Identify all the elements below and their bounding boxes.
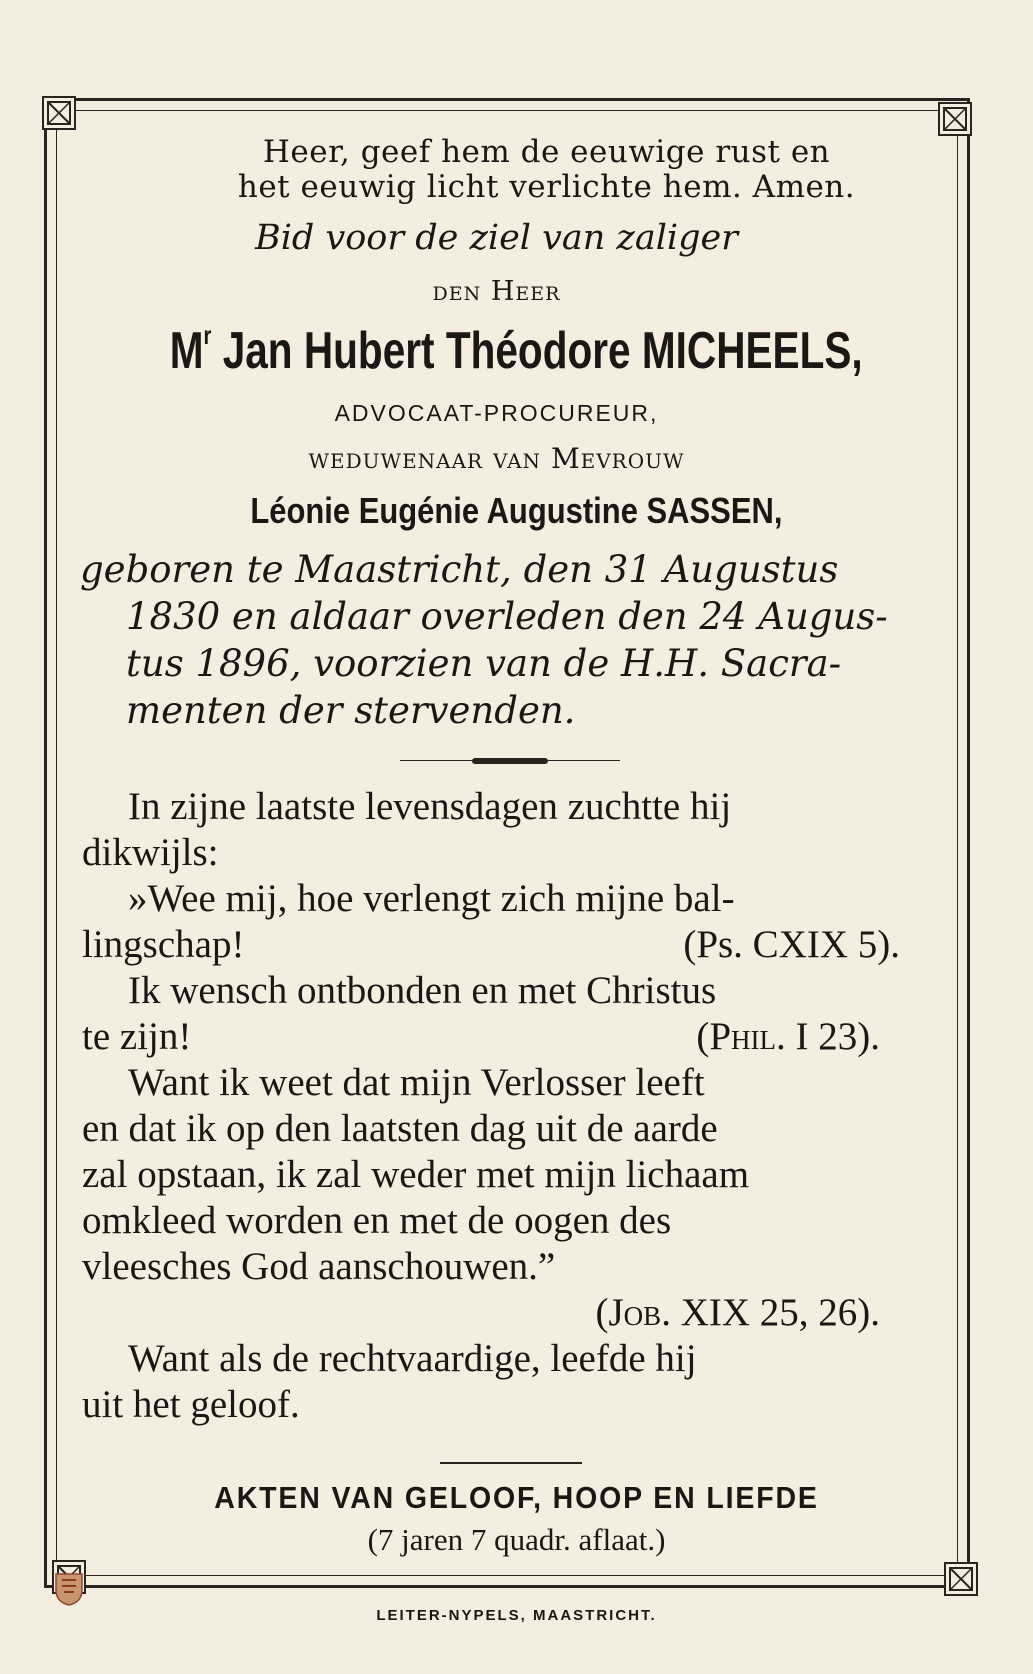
biography-line: tus 1896, voorzien van de H.H. Sacra-: [126, 642, 842, 685]
text-line: »Wee mij, hoe verlengt zich mijne bal-: [128, 877, 735, 920]
scripture-reference: (Ps. CXIX 5).: [683, 923, 900, 966]
honorific: den Heer: [432, 276, 561, 307]
text-line: vleesches God aanschouwen.”: [82, 1245, 556, 1288]
text-fragment: lingschap!: [82, 923, 245, 966]
scripture-reference: (Phil. I 23).: [696, 1015, 880, 1058]
deceased-title-superscript: r: [203, 320, 212, 350]
invocation: Bid voor de ziel van zaliger: [255, 218, 738, 258]
biography-line: 1830 en aldaar overleden den 24 Augus-: [126, 595, 888, 638]
text-line: Want ik weet dat mijn Verlosser leeft: [128, 1061, 705, 1104]
corner-ornament-icon: [42, 96, 76, 130]
printer-imprint: LEITER-NYPELS, MAASTRICHT.: [376, 1607, 657, 1624]
text-line: dikwijls:: [82, 831, 219, 874]
spouse-name-line: [0, 490, 1033, 534]
corner-ornament-icon: [938, 102, 972, 136]
acts-line: [0, 1480, 1033, 1520]
text-line: [82, 1014, 930, 1060]
deceased-title: $M^r$: [170, 320, 212, 380]
text-line: In zijne laatste levensdagen zuchtte hij: [128, 785, 732, 828]
acts-heading: AKTEN VAN GELOOF, HOOP EN LIEFDE: [214, 1480, 819, 1515]
text-line: zal opstaan, ik zal weder met mijn lichaam: [82, 1153, 750, 1196]
indulgence: (7 jaren 7 quadr. aflaat.): [367, 1522, 666, 1557]
text-line: uit het geloof.: [82, 1383, 300, 1426]
deceased-name-line: [0, 320, 1033, 384]
text-line: omkleed worden en met de oogen des: [82, 1199, 672, 1242]
prayer-line-1: Heer, geef hem de eeuwige rust en: [262, 134, 831, 170]
widower-of: weduwenaar van Mevrouw: [308, 442, 685, 475]
divider-ornament: [472, 758, 548, 764]
prayer-line-2: het eeuwig licht verlichte hem. Amen.: [237, 169, 856, 205]
text-line: [82, 1290, 930, 1336]
corner-ornament-icon: [944, 1562, 978, 1596]
profession: ADVOCAAT-PROCUREUR,: [334, 400, 659, 426]
text-line: Want als de rechtvaardige, leefde hij: [128, 1337, 697, 1380]
text-line: en dat ik op den laatsten dag uit de aarde: [82, 1107, 718, 1150]
deceased-name: Jan Hubert Théodore MICHEELS,: [222, 322, 863, 380]
text-fragment: te zijn!: [82, 1015, 192, 1058]
meditation-text: [82, 784, 930, 1428]
spouse-name: Léonie Eugénie Augustine SASSEN,: [250, 490, 783, 531]
biography-line: geboren te Maastricht, den 31 Augustus: [80, 548, 839, 591]
printer-seal-icon: [52, 1570, 86, 1606]
biography-line: menten der stervenden.: [126, 689, 576, 732]
biography: [80, 546, 930, 734]
text-line: [82, 922, 930, 968]
divider: [440, 1462, 582, 1464]
scripture-reference: (Job. XIX 25, 26).: [595, 1291, 880, 1334]
text-line: Ik wensch ontbonden en met Christus: [128, 969, 717, 1012]
